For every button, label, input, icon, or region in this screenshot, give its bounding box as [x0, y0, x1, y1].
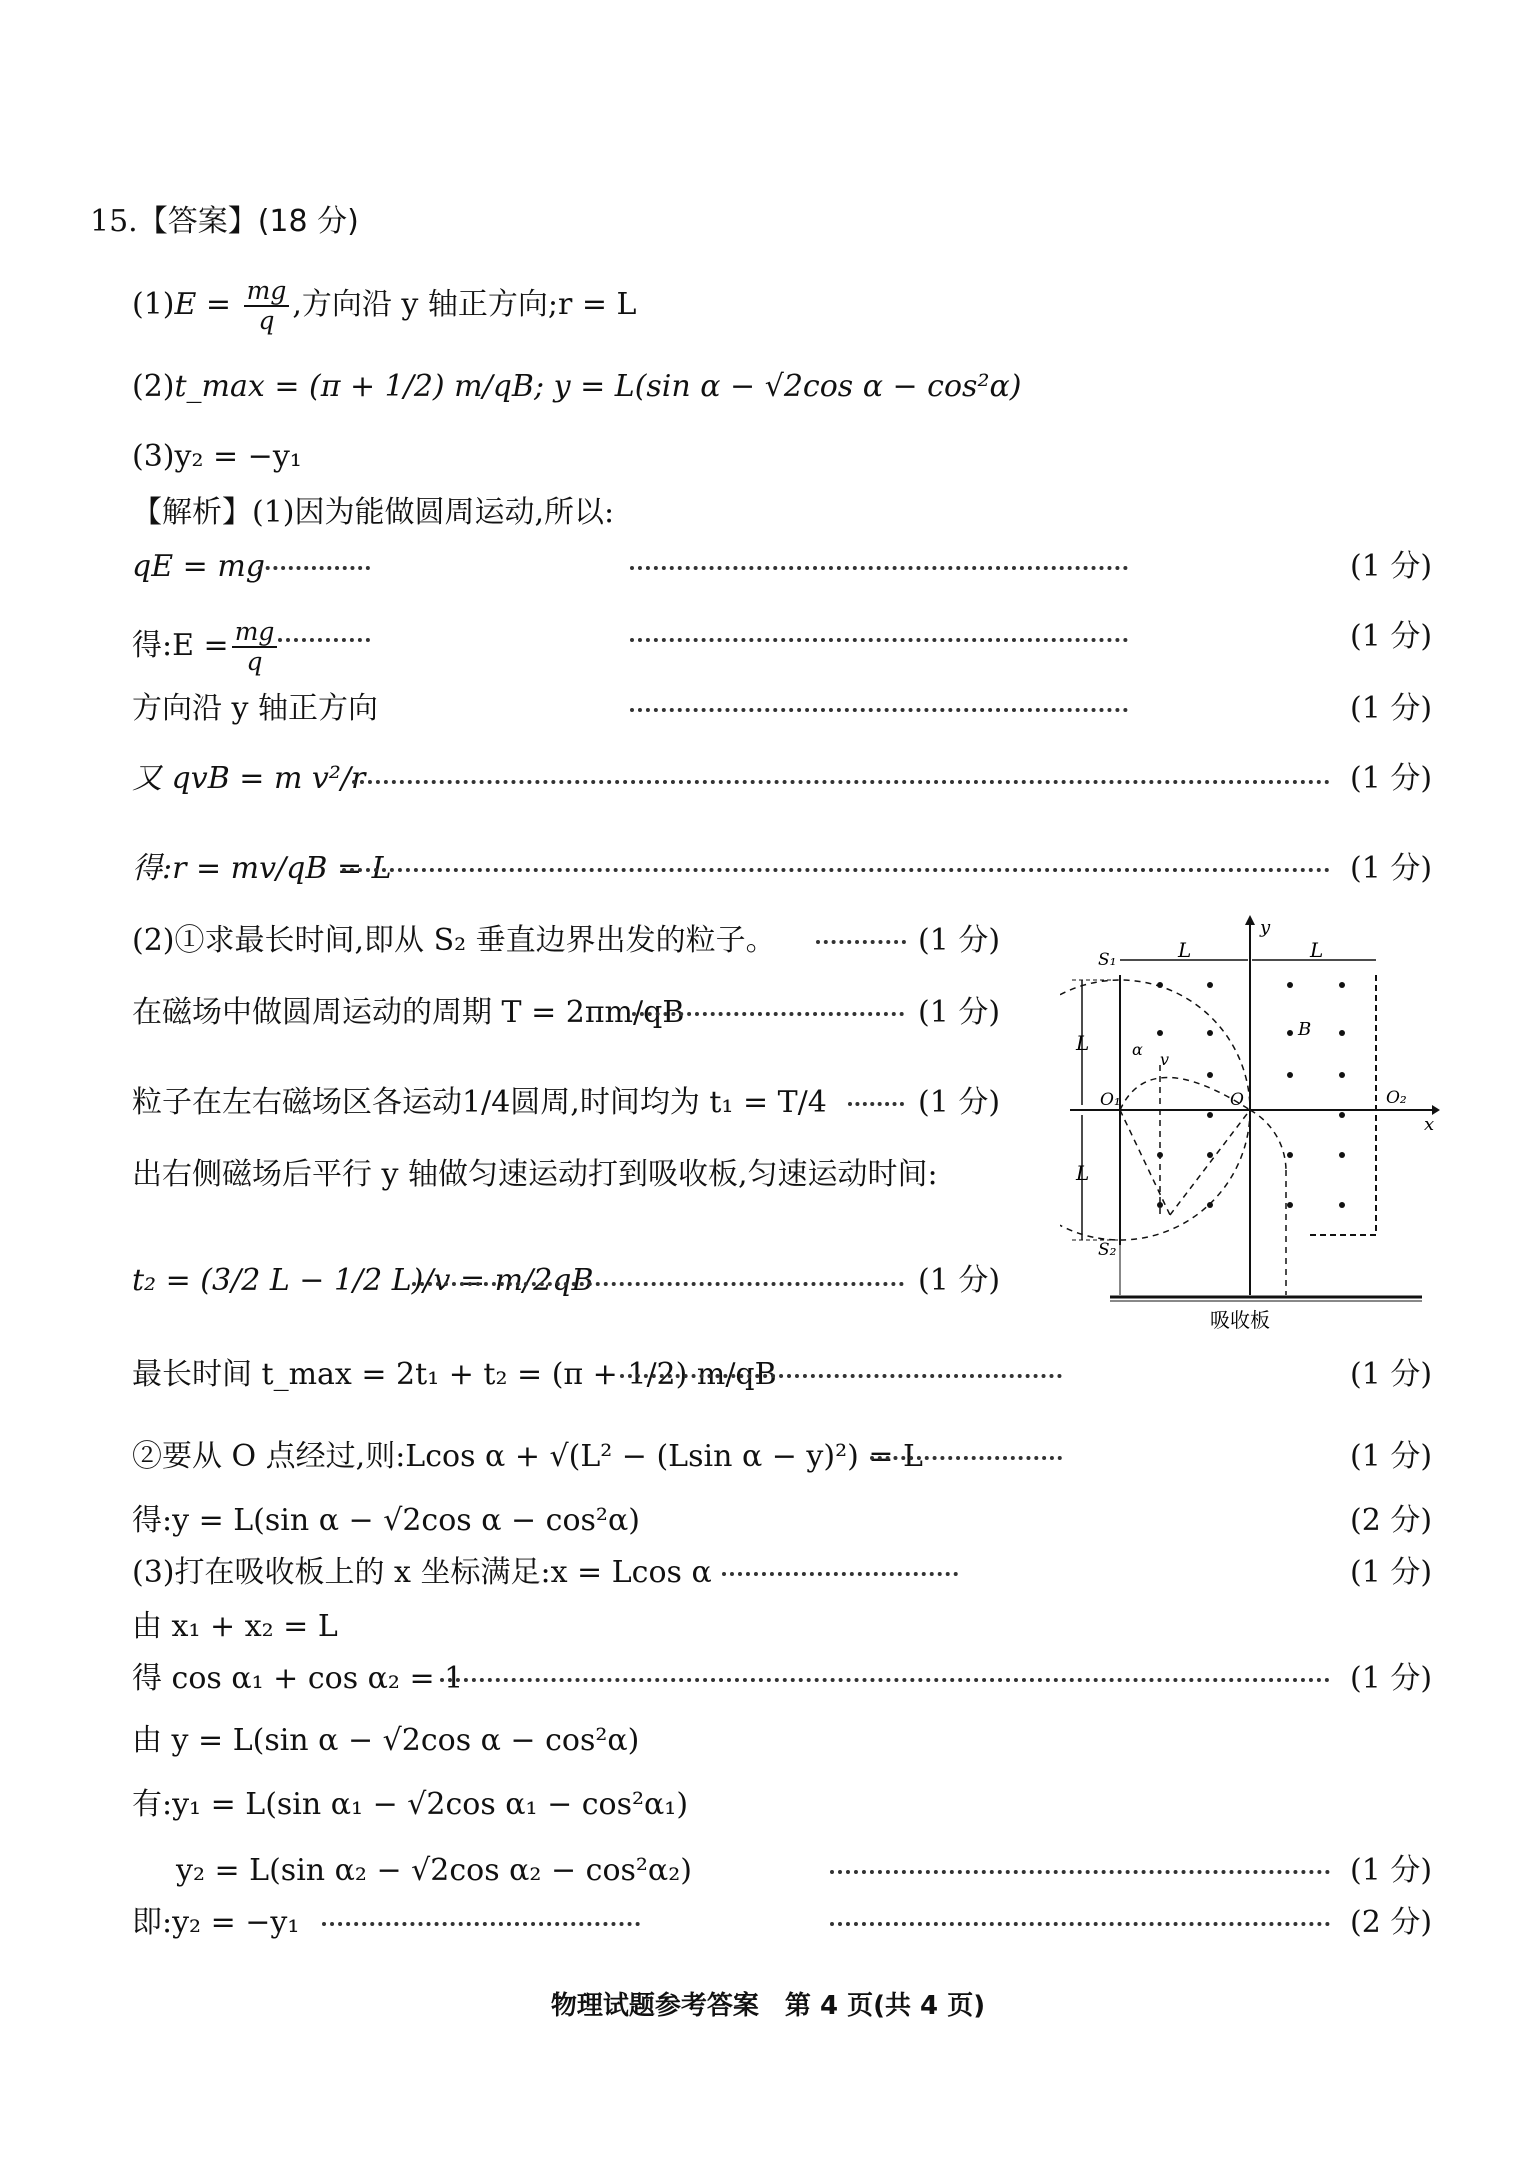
- analysis-line: 由 y = L(sin α − √2cos α − cos²α): [132, 1723, 640, 1758]
- leader-dots: [342, 868, 1330, 872]
- leader-dots: [722, 1572, 958, 1576]
- o1-label: O₁: [1100, 1090, 1121, 1110]
- analysis-line: (2)①求最长时间,即从 S₂ 垂直边界出发的粒子。: [132, 923, 776, 958]
- dim-label: L: [1310, 938, 1324, 962]
- leader-dots: [830, 1922, 1330, 1926]
- analysis-line: 得 cos α₁ + cos α₂ = 1: [132, 1661, 464, 1696]
- leader-dots: [630, 638, 1128, 642]
- score: (2 分): [1350, 1905, 1433, 1940]
- score: (1 分): [1350, 1357, 1433, 1392]
- dim-label: L: [1076, 1161, 1090, 1185]
- x-axis-label: x: [1424, 1114, 1435, 1135]
- analysis-line: 得:r = mv/qB = L: [132, 851, 392, 886]
- page-footer: 物理试题参考答案 第 4 页(共 4 页): [550, 1991, 986, 2021]
- analysis-line: 在磁场中做圆周运动的周期 T = 2πm/qB: [132, 995, 685, 1030]
- o2-label: O₂: [1386, 1088, 1407, 1108]
- score: (1 分): [918, 923, 1001, 958]
- analysis-line: 最长时间 t_max = 2t₁ + t₂ = (π + 1/2) m/qB: [132, 1357, 777, 1392]
- analysis-line: ②要从 O 点经过,则:Lcos α + √(L² − (Lsin α − y)²) = L: [132, 1439, 923, 1474]
- score: (1 分): [1350, 851, 1433, 886]
- leader-dots: [620, 1374, 1062, 1378]
- y-axis-label: y: [1260, 917, 1271, 938]
- analysis-intro: 【解析】(1)因为能做圆周运动,所以:: [132, 495, 615, 530]
- leader-dots: [440, 1678, 1330, 1682]
- leader-dots: [322, 1922, 640, 1926]
- question-header: [90, 203, 359, 241]
- answer-3: (3)y₂ = −y₁: [132, 439, 302, 474]
- analysis-line: 又 qvB = m v²/r: [132, 761, 366, 796]
- magnetic-field-diagram: [1060, 915, 1440, 1335]
- absorber-label: 吸收板: [1210, 1308, 1270, 1332]
- score: (2 分): [1350, 1503, 1433, 1538]
- leader-dots: [870, 1456, 1062, 1460]
- question-number: 15.: [90, 204, 138, 239]
- v-label: v: [1160, 1050, 1170, 1069]
- score: (1 分): [918, 1263, 1001, 1298]
- alpha-label: α: [1132, 1040, 1143, 1059]
- analysis-line: 方向沿 y 轴正方向: [132, 691, 379, 726]
- analysis-line: 粒子在左右磁场区各运动1/4圆周,时间均为 t₁ = T/4: [132, 1085, 827, 1120]
- leader-dots: [352, 780, 1330, 784]
- score: (1 分): [1350, 549, 1433, 584]
- analysis-line: (3)打在吸收板上的 x 坐标满足:x = Lcos α: [132, 1555, 712, 1590]
- leader-dots: [816, 940, 906, 944]
- answer-title: 【答案】(18 分): [137, 204, 359, 239]
- analysis-line: t₂ = (3/2 L − 1/2 L)/v = m/2qB: [132, 1263, 594, 1298]
- leader-dots: [630, 708, 1128, 712]
- origin-label: O: [1230, 1090, 1244, 1110]
- answer-2: (2)t_max = (π + 1/2) m/qB; y = L(sin α − √2cos α − cos²α): [132, 369, 1022, 404]
- score: (1 分): [1350, 1661, 1433, 1696]
- analysis-line: qE = mg: [132, 549, 265, 584]
- leader-dots: [258, 566, 370, 570]
- leader-dots: [278, 638, 370, 642]
- leader-dots: [830, 1870, 1330, 1874]
- analysis-line: 有:y₁ = L(sin α₁ − √2cos α₁ − cos²α₁): [132, 1787, 689, 1822]
- score: (1 分): [918, 995, 1001, 1030]
- s1-label: S₁: [1098, 950, 1117, 970]
- score: (1 分): [1350, 619, 1433, 654]
- b-label: B: [1298, 1019, 1312, 1040]
- analysis-line: 得:y = L(sin α − √2cos α − cos²α): [132, 1503, 640, 1538]
- analysis-line: 即:y₂ = −y₁: [132, 1905, 300, 1940]
- fraction: $\frac{mg}{q}$: [244, 277, 290, 335]
- score: (1 分): [1350, 691, 1433, 726]
- leader-dots: [630, 566, 1128, 570]
- dim-label: L: [1076, 1031, 1090, 1055]
- score: (1 分): [1350, 761, 1433, 796]
- answer-1: (1)E = $\frac{mg}{q}$ ,方向沿 y 轴正方向;r = L: [132, 276, 637, 335]
- leader-dots: [412, 1282, 904, 1286]
- leader-dots: [632, 1012, 904, 1016]
- score: (1 分): [1350, 1555, 1433, 1590]
- analysis-line: y₂ = L(sin α₂ − √2cos α₂ − cos²α₂): [176, 1853, 692, 1888]
- leader-dots: [848, 1102, 904, 1106]
- dim-label: L: [1178, 938, 1192, 962]
- score: (1 分): [1350, 1439, 1433, 1474]
- s2-label: S₂: [1098, 1240, 1117, 1260]
- score: (1 分): [918, 1085, 1001, 1120]
- analysis-line: 出右侧磁场后平行 y 轴做匀速运动打到吸收板,匀速运动时间:: [132, 1157, 938, 1192]
- score: (1 分): [1350, 1853, 1433, 1888]
- analysis-line: 由 x₁ + x₂ = L: [132, 1609, 338, 1644]
- analysis-line: 得:E = $\frac{mg}{q}$: [132, 618, 280, 676]
